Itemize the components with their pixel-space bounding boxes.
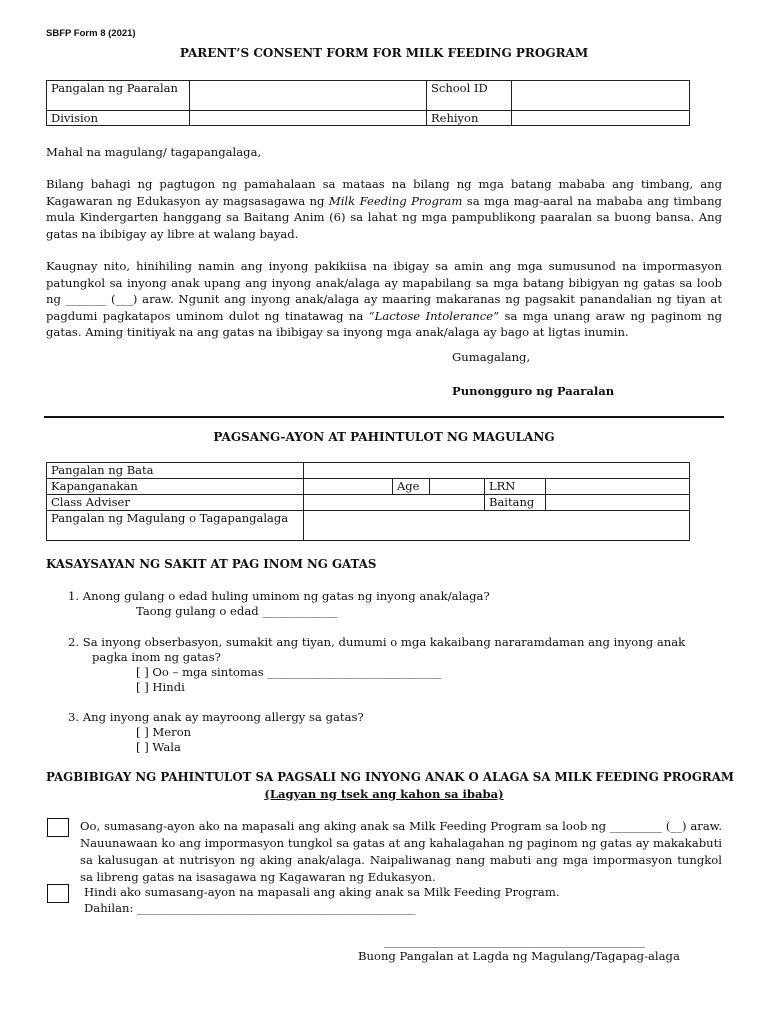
school-name-label: Pangalan ng Paaralan (47, 81, 190, 111)
birthdate-label: Kapanganakan (47, 479, 304, 495)
question-3-option-yes[interactable]: [ ] Meron (136, 725, 192, 739)
salutation: Mahal na magulang/ tagapangalaga, (46, 145, 262, 159)
lrn-field[interactable] (546, 479, 690, 495)
school-name-field[interactable] (190, 81, 427, 111)
reason-field[interactable]: Dahilan: ________________________________________________ (84, 901, 416, 915)
consent-yes-checkbox[interactable] (47, 818, 69, 837)
signature-label: Buong Pangalan at Lagda ng Magulang/Tagapag-alaga (358, 949, 680, 963)
permission-subtitle: (Lagyan ng tsek ang kahon sa ibaba) (264, 787, 504, 801)
signatory: Punongguro ng Paaralan (452, 384, 615, 398)
form-title: PARENT’S CONSENT FORM FOR MILK FEEDING PROGRAM (179, 46, 589, 60)
permission-title: PAGBIBIGAY NG PAHINTULOT SA PAGSALI NG INYONG ANAK O ALAGA SA MILK FEEDING PROGRAM (46, 770, 734, 784)
school-id-label: School ID (427, 81, 512, 111)
question-1-answer[interactable]: Taong gulang o edad _____________ (136, 604, 338, 618)
child-info-table (46, 462, 690, 541)
child-name-field[interactable] (304, 463, 690, 479)
question-1: 1. Anong gulang o edad huling uminom ng gatas ng inyong anak/alaga? (68, 589, 490, 603)
birthdate-field[interactable] (304, 479, 393, 495)
history-title: KASAYSAYAN NG SAKIT AT PAG INOM NG GATAS (46, 557, 377, 571)
division-label: Division (47, 111, 190, 126)
form-code: SBFP Form 8 (2021) (46, 28, 136, 39)
grade-field[interactable] (546, 495, 690, 511)
section-divider (44, 416, 724, 418)
letter-paragraph-2: Kaugnay nito, hinihiling namin ang inyong pakikiisa na ibigay sa amin ang mga sumusunod na impormasyon patungkol sa inyong anak upang ang inyong anak/alaga ay mapabilang sa mga batang bibigyan ng gatas sa loob ng _______ (___) araw. Ngunit ang inyong anak/alaga ay maaring makaranas ng pagsakit panandalian ng tiyan at pagdumi pagkatapos uminom dulot ng tinatawag na “Lactose Intolerance” sa mga unang araw ng paginom ng gatas. Aming tinitiyak na ang gatas na ibibigay sa inyong mga anak/alaga ay bago at ligtas inumin. (46, 259, 722, 339)
consent-yes-text: Oo, sumasang-ayon ako na mapasali ang aking anak sa Milk Feeding Program sa loob ng _________ (__) araw. Nauunawaan ko ang impormasyon tungkol sa gatas at ang kahalagahan ng paginom ng gatas ay makakabuti sa kalusugan at nutrisyon ng aking anak/alaga. Naipaliwanag nang mabuti ang mga impormasyon tungkol sa libreng gatas na isasagawa ng Kagawaran ng Edukasyon. (80, 819, 722, 884)
division-field[interactable] (190, 111, 427, 126)
consent-no-text: Hindi ako sumasang-ayon na mapasali ang aking anak sa Milk Feeding Program. (84, 885, 560, 899)
signature-line[interactable]: _____________________________________________ (384, 934, 645, 948)
parent-name-field[interactable] (304, 511, 690, 541)
region-label: Rehiyon (427, 111, 512, 126)
closing: Gumagalang, (452, 350, 531, 364)
age-label: Age (393, 479, 430, 495)
question-3-option-no[interactable]: [ ] Wala (136, 740, 181, 754)
letter-paragraph-1: Bilang bahagi ng pagtugon ng pamahalaan sa mataas na bilang ng mga batang mababa ang timbang, ang Kagawaran ng Edukasyon ay magsasagawa ng Milk Feeding Program sa mga mag-aaral na mababa ang timbang mula Kindergarten hanggang sa Baitang Anim (6) sa lahat ng mga pampublikong paaralan sa buong bansa. Ang gatas na ibibigay ay libre at walang bayad. (46, 177, 722, 241)
school-info-table (46, 80, 690, 126)
question-2-option-no[interactable]: [ ] Hindi (136, 680, 185, 694)
consent-section-title: PAGSANG-AYON AT PAHINTULOT NG MAGULANG (213, 430, 555, 444)
question-2: 2. Sa inyong obserbasyon, sumakit ang tiyan, dumumi o mga kakaibang nararamdaman ang inyong anak (68, 635, 686, 649)
school-id-field[interactable] (512, 81, 690, 111)
region-field[interactable] (512, 111, 690, 126)
question-2-option-yes[interactable]: [ ] Oo – mga sintomas ______________________________ (136, 665, 442, 679)
age-field[interactable] (430, 479, 485, 495)
question-2-cont: pagka inom ng gatas? (92, 650, 221, 664)
adviser-label: Class Adviser (47, 495, 304, 511)
lrn-label: LRN (485, 479, 546, 495)
grade-label: Baitang (485, 495, 546, 511)
child-name-label: Pangalan ng Bata (47, 463, 304, 479)
question-3: 3. Ang inyong anak ay mayroong allergy sa gatas? (68, 710, 364, 724)
parent-name-label: Pangalan ng Magulang o Tagapangalaga (47, 511, 304, 541)
consent-no-checkbox[interactable] (47, 884, 69, 903)
adviser-field[interactable] (304, 495, 485, 511)
